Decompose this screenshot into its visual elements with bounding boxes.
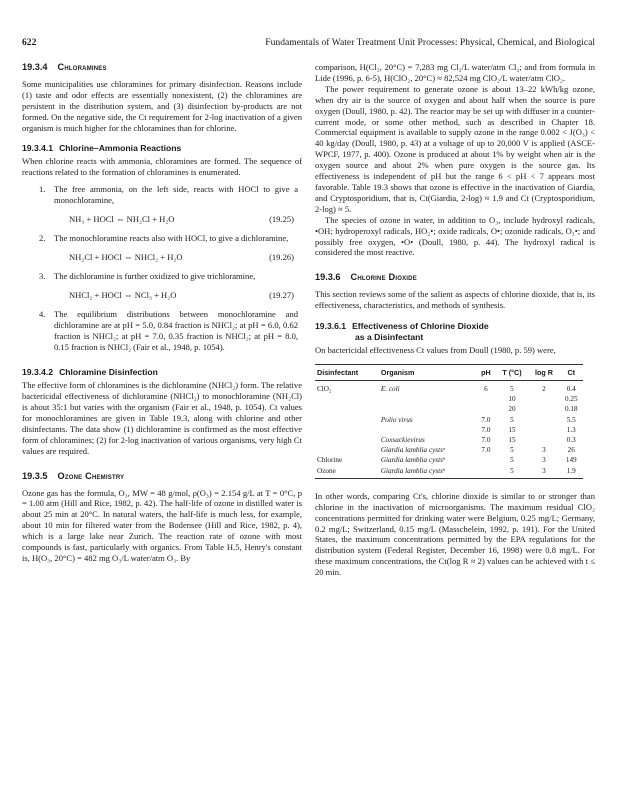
table-cell: 5 <box>496 466 529 479</box>
table-cell: Coxsackievirus <box>380 435 425 444</box>
equation-number: (19.26) <box>269 251 294 262</box>
paragraph: On bactericidal effectiveness Ct values from Doull (1980, p. 59) were, <box>315 344 556 355</box>
table-cell <box>476 394 495 404</box>
table-cell: 0.4 <box>566 384 576 393</box>
table-cell: Giardia lamblia cystsᵃ <box>380 446 446 455</box>
column-header: log R <box>528 364 559 380</box>
column-header: Organism <box>379 364 476 380</box>
table-cell <box>315 394 379 404</box>
reaction-list <box>22 184 302 352</box>
table-cell: 3 <box>542 446 546 455</box>
page-number: 622 <box>22 37 37 48</box>
table-cell: Giardia lamblia cystsᵇ <box>380 456 445 465</box>
subsection-heading-19-3-6-1: 19.3.6.1 Effectiveness of Chlorine Dioxide as a Disinfectant <box>315 321 489 342</box>
table-cell: 3 <box>528 466 559 479</box>
table-cell: 7.0 <box>481 415 491 424</box>
table-cell: 6 <box>484 384 488 393</box>
table-row <box>315 415 583 425</box>
table-cell: Chlorine <box>317 456 343 465</box>
table-row <box>315 380 583 394</box>
table-cell <box>476 455 495 465</box>
list-item: 4. The equilibrium distributions between monochloramine and dichloramine are at pH = 5.0, 0.84 fraction is NHCl₂; at pH = 6.0, 0.62 fraction is NHCl₂; at pH = 7.0, 0.35 fraction is NHCl₂; at pH = 8.0, 0.15 fraction is NHCl₂ (Fair et al., 1948, p. 1054). <box>39 308 298 352</box>
table-cell: 3 <box>542 456 546 465</box>
ct-values-table <box>315 364 583 479</box>
list-item: 1. The free ammonia, on the left side, reacts with HOCl to give a monochloramine, NH₃ + HOCl ⇔ NH₂Cl + H₂O (19.25) <box>39 184 298 224</box>
table-cell <box>476 466 495 479</box>
table-row <box>315 425 583 435</box>
table-cell <box>315 404 379 414</box>
table-row <box>315 466 583 479</box>
equation-number: (19.27) <box>269 289 294 300</box>
table-cell <box>528 435 559 445</box>
table-cell: 10 <box>508 395 516 404</box>
table-cell: 1.9 <box>560 466 584 479</box>
right-column <box>315 62 595 578</box>
table-cell: 1.3 <box>566 425 576 434</box>
table-cell: 5 <box>510 446 514 455</box>
table-cell <box>476 404 495 414</box>
column-header: Disinfectant <box>315 364 379 380</box>
list-item: 2. The monochloramine reacts also with HOCl, to give a dichloramine, NH₂Cl + HOCl ⇔ NHCl₂ + H₂O (19.26) <box>22 233 302 264</box>
section-heading-19-3-6: 19.3.6 Chlorine Dioxide <box>315 272 417 283</box>
paragraph: The species of ozone in water, in addition to O₃, include hydroxyl radicals, •OH; hydroperoxyl radicals, HO₂•; oxide radicals, O•; ozonide radicals, O₃•; and possibly free oxygen, •O• (Doull, 1980, p. 44). The hydroxyl radical is considered the most reactive. <box>315 214 595 258</box>
column-header: T (°C) <box>496 364 529 380</box>
table-cell <box>528 425 559 435</box>
table-cell <box>315 425 379 435</box>
column-header: Ct <box>560 364 584 380</box>
subsection-heading-19-3-4-1: 19.3.4.1 Chlorine–Ammonia Reactions <box>22 143 182 154</box>
table-cell <box>379 394 476 404</box>
table-header-row <box>315 364 583 380</box>
left-column <box>22 62 302 564</box>
table-cell: 5 <box>510 456 514 465</box>
table-cell: Polio virus <box>380 415 413 424</box>
table-row <box>315 445 583 455</box>
table-cell: 15 <box>508 435 516 444</box>
paragraph: In other words, comparing Ct's, chlorine dioxide is similar to or stronger than chlorine in the inactivation of microorganisms. The maximum residual ClO₂ concentrations permitted for drinking water were Belgium, 0.25 mg/L; Germany, 0.2 mg/L; Switzerland, 0.15 mg/L (Masschelein, 1992, p. 191). For the United States, the maximum concentrations permitted by the EPA regulations for the distribution system (Federal Register, December 16, 1998) were 0.8 mg/L. For these maximum concentrations, the Ct(log R ≈ 2) values can be achieved with t ≤ 20 min. <box>315 490 595 578</box>
table-cell: 7.0 <box>481 446 491 455</box>
table-row <box>315 435 583 445</box>
paragraph: comparison, H(Cl₂, 20°C) = 7,283 mg Cl₂/L water/atm Cl₂; and from formula in Lide (1996, p. 6-5), H(ClO₂, 20°C) ≈ 82,524 mg ClO₂/L water/atm ClO₂. <box>315 62 595 83</box>
table-cell: 5 <box>510 384 514 393</box>
table-cell <box>528 415 559 425</box>
table-cell: 0.3 <box>566 435 576 444</box>
equation-number: (19.25) <box>269 213 294 224</box>
table-cell <box>379 425 476 435</box>
running-header <box>22 37 595 51</box>
list-item: 3. The dichloramine is further oxidized to give trichloramine, NHCl₂ + HOCl ⇔ NCl₃ + H₂O (19.27) <box>22 271 302 302</box>
table-cell: 15 <box>508 425 516 434</box>
table-row <box>315 455 583 465</box>
table-cell: 2 <box>542 384 546 393</box>
running-title: Fundamentals of Water Treatment Unit Processes: Physical, Chemical, and Biological <box>265 37 595 48</box>
table-cell: 5 <box>510 415 514 424</box>
paragraph: Some municipalities use chloramines for primary disinfection. Reasons include (1) taste and odor effects are essentially nonexistent, (2) the chloramines are persistent in the distribution system, and (3) disinfection by-products are not formed. On the negative side, the Ct requirement for 2-log inactivation of a given organism is much higher for the chloramines than for chlorine. <box>22 78 302 133</box>
table-cell <box>528 394 559 404</box>
table-cell: Giardia lamblia cystsᵇ <box>379 466 476 479</box>
table-row <box>315 404 583 414</box>
table-cell: 7.0 <box>481 425 491 434</box>
table-cell: 26 <box>567 446 575 455</box>
table-cell: 20 <box>508 405 516 414</box>
paragraph: When chlorine reacts with ammonia, chloramines are formed. The sequence of reactions related to the formation of chloramines is enumerated. <box>22 156 302 178</box>
equation: NH₃ + HOCl ⇔ NH₂Cl + H₂O (19.25) <box>69 213 294 224</box>
table-row <box>315 394 583 404</box>
table-cell: ClO₂ <box>317 384 332 393</box>
table-cell: Ozone <box>315 466 379 479</box>
table-cell <box>315 445 379 455</box>
table-cell: 7.0 <box>481 435 491 444</box>
section-heading-19-3-4: 19.3.4 Chloramines <box>22 62 107 72</box>
table-cell: 5.5 <box>566 415 576 424</box>
section-heading-19-3-5: 19.3.5 Ozone Chemistry <box>22 470 125 481</box>
table-cell <box>315 435 379 445</box>
table-cell: 0.18 <box>564 405 578 414</box>
table-cell: 0.25 <box>564 395 578 404</box>
table-cell <box>528 404 559 414</box>
subsection-heading-19-3-4-2: 19.3.4.2 Chloramine Disinfection <box>22 367 158 378</box>
table-cell: E. coli <box>380 384 400 393</box>
table-cell <box>379 404 476 414</box>
equation: NHCl₂ + HOCl ⇔ NCl₃ + H₂O (19.27) <box>69 289 294 300</box>
paragraph: This section reviews some of the salient as aspects of chlorine dioxide, that is, its effectiveness, characteristics, and methods of synthesis. <box>315 289 595 311</box>
paragraph: The effective form of chloramines is the dichloramine (NHCl₂) form. The relative bactericidal effectiveness of dichloramine (NHCl₂) to monochloramine (NH₂Cl) is about 35:1 but varies with the organism (Fair et al., 1948, p. 1054). Ct values for monochloramines are given in Table 19.3, along with chlorine and other disinfectants. The data show (1) dichloramine is confirmed as the most effective form of chloramines; (2) for 2-log inactivation of various organisms, very high Ct values are required. <box>22 380 302 456</box>
equation: NH₂Cl + HOCl ⇔ NHCl₂ + H₂O (19.26) <box>69 251 294 262</box>
table-cell <box>315 415 379 425</box>
column-header: pH <box>476 364 495 380</box>
table-cell: 149 <box>565 456 577 465</box>
paragraph: The power requirement to generate ozone is about 13–22 kWh/kg ozone, when dry air is the source of oxygen and about half when the source is pure oxygen (Doull, 1980, p. 42). The reactor may be set up with diffuser in a counter-current mode, or some other method, such as described in Chapter 18. Commercial equipment is available to supply ozone in the range 0.002 < J(O₃) < 40 kg/day (Doull, 1980, p. 43) at a voltage of up to 20,000 V is applied (ASCE-WPCF, 1977, p. 400). Ozone is produced at about 1% by weight when air is the oxygen source and about 2% when pure oxygen is the source gas. Its effectiveness is independent of pH but the range 6 < pH < 7 appears most favorable. Table 19.3 shows that ozone is effective in the inactivation of Giardia, and Cryptosporidium, that is, Ct(Giardia, 2-log) ≈ 1.9 and Ct (Cryptosporidium, 2-log) ≈ 5. <box>315 83 595 214</box>
paragraph: Ozone gas has the formula, O₃, MW = 48 g/mol, ρ(O₃) = 2.154 g/L at T = 0°C, p = 1.00 atm (Hill and Rice, 1982, p. 42). The half-life of ozone in distilled water is about 25 min at 20°C. In natural waters, the half-life is much less, for example, about 10 min for filtered water from the Bodensee (Hill and Rice, 1982, p. 4), which is a large lake near Zurich. The reaction rate of ozone with most compounds is fast, particularly with organics. From Table H.5, Henry's constant is, H(O₃, 20°C) = 482 mg O₃/L water/atm O₃. By <box>22 487 302 563</box>
